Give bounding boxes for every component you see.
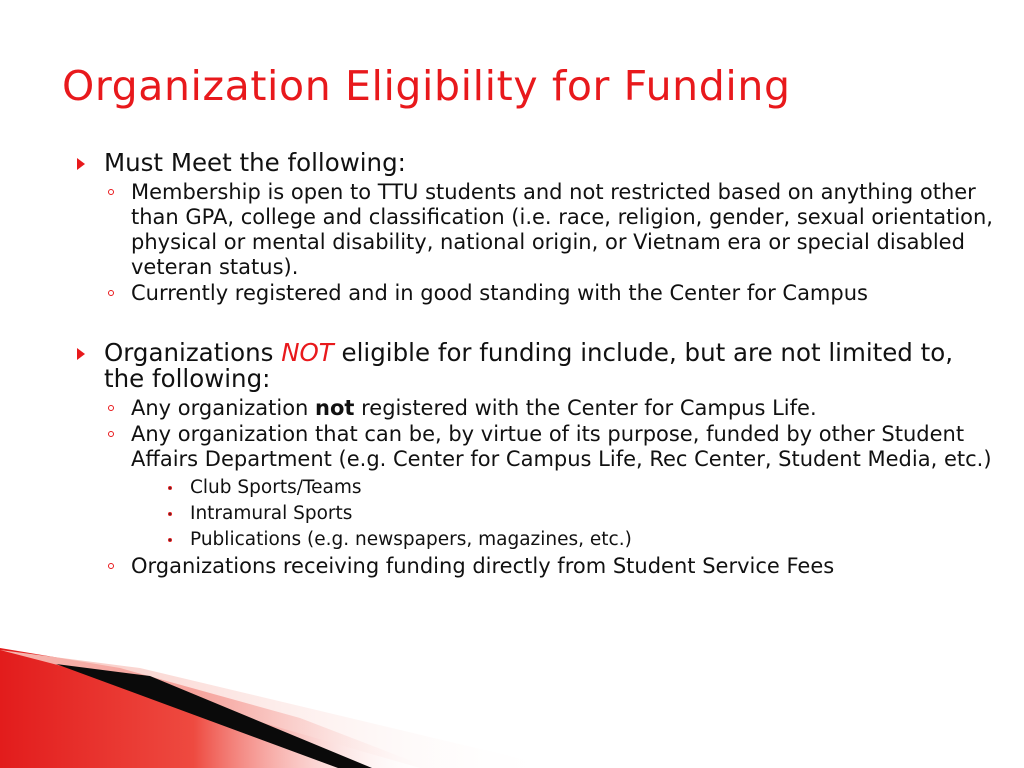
dot-bullet-icon [168,512,172,516]
sub-list-item-text: Intramural Sports [190,503,353,524]
circle-bullet-icon [108,431,114,437]
list-item [70,554,1000,579]
list-item-text-post: registered with the Center for Campus Life. [354,396,817,420]
arrow-bullet-icon [77,348,85,360]
sub-list [131,475,1000,553]
heading-emphasis-not: NOT [281,338,334,367]
not-eligible-list [70,396,1000,579]
section-heading-must-meet [70,150,1000,176]
list-item [70,281,1000,306]
list-item-text: Any organization that can be, by virtue of its purpose, funded by other Student Affairs Department (e.g. Center for Campus Life, Rec Center, Student Media, etc.) [131,422,992,471]
circle-bullet-icon [108,405,114,411]
section-heading-not-eligible [70,340,1000,392]
dot-bullet-icon [168,538,172,542]
arrow-bullet-icon [77,158,85,170]
list-item-text-pre: Any organization [131,396,316,420]
dot-bullet-icon [168,486,172,490]
circle-bullet-icon [108,563,114,569]
sub-list-item [70,475,1000,501]
sub-list-item [70,501,1000,527]
list-item [70,180,1000,280]
list-item [70,422,1000,553]
section-heading-text: Must Meet the following: [104,148,406,177]
list-item-text: Currently registered and in good standing with the Center for Campus [131,281,868,305]
slide-title: Organization Eligibility for Funding [62,62,791,110]
circle-bullet-icon [108,189,114,195]
sub-list-item [70,527,1000,553]
circle-bullet-icon [108,290,114,296]
list-item-text: Organizations receiving funding directly from Student Service Fees [131,554,835,578]
sub-list-item-text: Club Sports/Teams [190,477,362,498]
list-item-text: Membership is open to TTU students and not restricted based on anything other than GPA, college and classification (i.e. race, religion, gender, sexual orientation, physical or mental disability, national origin, or Vietnam era or special disabled veteran status). [131,180,993,279]
sub-list-item-text: Publications (e.g. newspapers, magazines, etc.) [190,529,632,550]
slide-body [70,150,1000,580]
list-item-bold-not: not [315,396,355,420]
list-item [70,396,1000,421]
heading-text-pre: Organizations [104,338,282,367]
heading-text-post: eligible for funding include, but are not limited to, the following: [104,338,954,393]
must-meet-list [70,180,1000,306]
